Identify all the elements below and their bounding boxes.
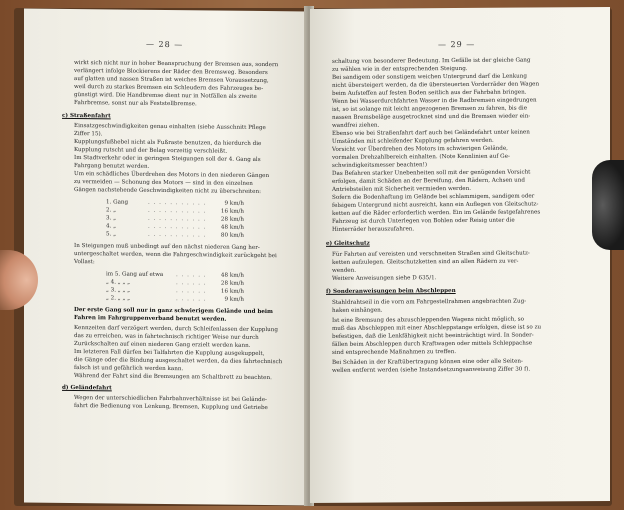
text-line: Ebenso wie bei Straßenfahrt darf auch bei Geländefahrt unter keinen [332,129,530,137]
speed-value: 48 km/h [220,272,244,279]
text-line: beim Aufsteffen auf festen Boden seitlich aus der Fahrbahn bringen. [332,89,527,97]
text-line: Wegen der unterschiedlichen Fahrbahnverhältnisse ist bei Gelände- [74,395,267,404]
text-line: Bei sandigem oder sonstigem weichen Untergrund darf die Lenkung [332,73,527,81]
table-row [106,295,244,304]
text-line: Im letzteren Fall dürfen bei Talfahrten die Kupplung ausgekuppelt, [74,349,265,358]
text-line: ist, so ist solange mit leicht angezogenen Bremsen zu fahren, bis die [332,105,528,113]
text-line: Weitere Anweisungen siehe D 635/1. [332,275,437,282]
text-line: ketten auf die Räder erforderlich werden. Ein im Gelände festgefahrenes [332,209,541,217]
text-line: Fahrzeug ist durch Unterlegen von Bohlen oder Reisig unter die [332,217,515,225]
text-line: Kupplungsfußhebel nicht als Fußraste benutzen, da hierdurch die [74,139,262,147]
text-line: haken einhängen. [332,307,383,314]
speed-value: 28 km/h [220,216,244,223]
text-line: Das Befahren starker Unebenheiten soll mit der genügenden Vorsicht [332,169,531,177]
text-line: Um ein schädliches Überdrehen des Motors in den niederen Gängen [74,171,270,180]
text-line: das zu erreichen, was in fahrtechnisch richtiger Weise nur durch [74,333,259,341]
text-line: Einsatzgeschwindigkeiten genau einhalten (siehe Ausschnitt Pflege [74,123,266,132]
text-line: wellen entfernt werden (siehe Instandsetzungsanweisung Ziffer 30 f). [332,366,531,374]
text-line: wirkt sich nicht nur in hoher Beanspruchung der Bremsen aus, sondern [74,60,279,69]
text-line: Gängen nachstehende Geschwindigkeiten nicht zu überschreiten: [74,187,261,195]
text-line: Sofern die Bodenhaftung im Gelände bei schlammigem, sandigem oder [332,193,535,201]
text-line: verlängert infolge Blockierens der Räder den Bremsweg. Besonders [74,68,268,77]
text-line: In Steigungen muß unbedingt auf den nächst niederen Gang her- [74,243,260,251]
text-line: vormalen Drehzahlbereich einhalten. (Note Kennlinien auf Ge- [332,153,510,161]
bold-warning: Der erste Gang soll nur in ganz schwierigem Gelände und beim [74,307,273,316]
text-line: zu vermeiden — Schonung des Motors — sind in den einzelnen [74,179,253,187]
text-line: schaltung von besonderer Bedeutung. Im Gefälle ist der gleiche Gang [332,57,531,65]
speed-table [106,199,244,240]
gradient-speed-table [106,271,244,304]
text-line: Wenn bei Wasserdurchfahrten Wasser in die Radbremsen eingedrungen [332,97,537,105]
section-heading: f) Sonderanweisungen beim Abschleppen [326,288,456,295]
page-number: — 28 — [146,39,184,50]
text-line: die Gänge oder die Bindung ausgeschaltet werden, da dies fahrtechnisch [74,357,283,366]
text-line: fahrt die Bedienung von Lenkung, Bremsen, Kupplung und Getriebe [74,403,268,412]
section-heading: d) Geländefahrt [62,384,112,392]
text-line: Fahrgang benutzt werden. [74,163,150,170]
text-line: nassen Bremsbeläge ausgetrocknet sind und die Bremsen wieder ein- [332,113,531,121]
text-line: Zurückschalten auf einen niederen Gang erzielt werden kann. [74,341,251,349]
right-page [310,7,610,503]
speed-value: 80 km/h [220,232,244,239]
speed-value: 9 km/h [224,200,244,207]
text-line: wandfrei ziehen. [332,122,380,129]
text-line: untergeschaltet werden, wenn die Fahrgeschwindigkeit zurückgeht bei [74,251,277,260]
page-number: — 29 — [438,39,476,50]
text-line: Vorsicht vor Überdrehen des Motors im schwierigen Gelände, [332,145,508,153]
gear-label: „ 3. „ „ „ [106,287,131,294]
text-line: falsch ist und gefährlich werden kann. [74,365,184,373]
speed-value: 28 km/h [220,280,244,287]
text-line: Während der Fahrt sind die Bremsungen am Schaltbrett zu beachten. [74,373,272,382]
text-line: Ziffer 15). [74,131,103,138]
dot-leader: . . . . . . [176,272,207,279]
dot-leader: . . . . . . [176,280,207,287]
text-line: schwindigkeitsmesser beachten!) [332,162,428,169]
gear-label: 1. Gang [106,199,129,206]
gear-label: 3. „ [106,215,117,222]
dark-object [592,160,624,250]
gear-label: „ 4. „ „ „ [106,279,131,286]
text-line: sind entsprechende Maßnahmen zu treffen. [332,349,457,356]
text-line: felsigem Untergrund nicht ausreicht, kann ein Auflegen von Gleitschutz- [332,201,539,209]
text-line: Kennzeiten darf verzögert werden, durch Schleifenlassen der Kupplung [74,325,278,334]
text-line: zu wählen wie in der entsprechenden Steigung. [332,65,468,73]
text-line: Umständen mit schleifender Kupplung gefahren werden. [332,137,494,145]
text-line: Im Stadtverkehr oder in geringen Steigungen soll der 4. Gang als [74,155,261,163]
text-line: nicht übersteigert werden, da die übersteuerten Vorderräder den Wagen [332,81,540,89]
text-line: Für Fahrten auf vereisten und verschneiten Straßen sind Gleitschutz- [332,250,530,258]
section-heading: e) Gleitschutz [326,240,370,247]
text-line: erfolgen, damit Schäden an der Bereifung, den Rädern, Achsen und [332,177,525,185]
bold-warning: Fahren im Fahrgruppenverband benutzt werden. [74,315,227,323]
text-line: günstigt wird. Die Handbremse dient nur in Notfällen als zweite [74,92,257,100]
text-line: fällen beim Abschleppen durch Kraftwagen oder mittels Schleppachse [332,340,533,348]
dot-leader: . . . . . . [176,295,207,303]
text-line: Kupplung rutscht und der Belag vorzeitig verschleißt. [74,147,228,155]
left-page [24,9,308,506]
dot-leader: . . . . . . . . . . . [148,215,207,223]
dot-leader: . . . . . . [176,287,207,295]
gear-label: 4. „ [106,223,117,230]
speed-value: 9 km/h [224,296,244,303]
text-line: befestigen, daß die Lenkfähigkeit nicht beeinträchtigt wird. In Sonder- [332,332,534,340]
text-line: wenden. [332,267,356,274]
text-line: auf glatten und nassen Straßen ist weiches Bremsen Voraussetzung, [74,76,269,85]
table-row [106,231,244,240]
speed-value: 16 km/h [220,208,244,215]
text-line: weil durch zu starkes Bremsen ein Schleudern des Fahrzeuges be- [74,84,264,93]
speed-value: 48 km/h [220,224,244,231]
text-line: ketten aufzulegen. Gleitschutzketten sind an allen Rädern zu ver- [332,258,519,266]
gear-label: „ 2. „ „ „ [106,295,131,302]
section-heading: c) Straßenfahrt [62,112,111,120]
gear-label: im 5. Gang auf etwa [106,271,164,278]
text-line: Stahldrahtseil in die vorn am Fahrgestellrahmen angebrachten Zug- [332,298,527,306]
gear-label: 5. „ [106,230,117,238]
text-line: Ist eine Bremsung des abzuschleppenden Wagens nicht möglich, so [332,316,525,324]
gear-label: 2. „ [106,207,117,214]
text-line: Bei Schäden in der Kraftübertragung können eine oder alle Seiten- [332,358,523,366]
dot-leader: . . . . . . . . . . . [148,199,207,207]
speed-value: 16 km/h [220,288,244,295]
text-line: muß das Abschleppen mit einer Abschleppstange erfolgen, diese ist so zu [332,324,542,332]
dot-leader: . . . . . . . . . . . [148,231,207,239]
text-line: Vollast: [74,259,95,266]
text-line: Hinterräder herauszufahren. [332,226,415,233]
dot-leader: . . . . . . . . . . . [148,223,207,231]
text-line: Fahrbremse, sonst nur als Feststellbremse. [74,100,197,108]
text-line: Antriebsteilen mit Sicherheit vermieden werden. [332,185,471,193]
dot-leader: . . . . . . . . . . . [148,207,207,215]
